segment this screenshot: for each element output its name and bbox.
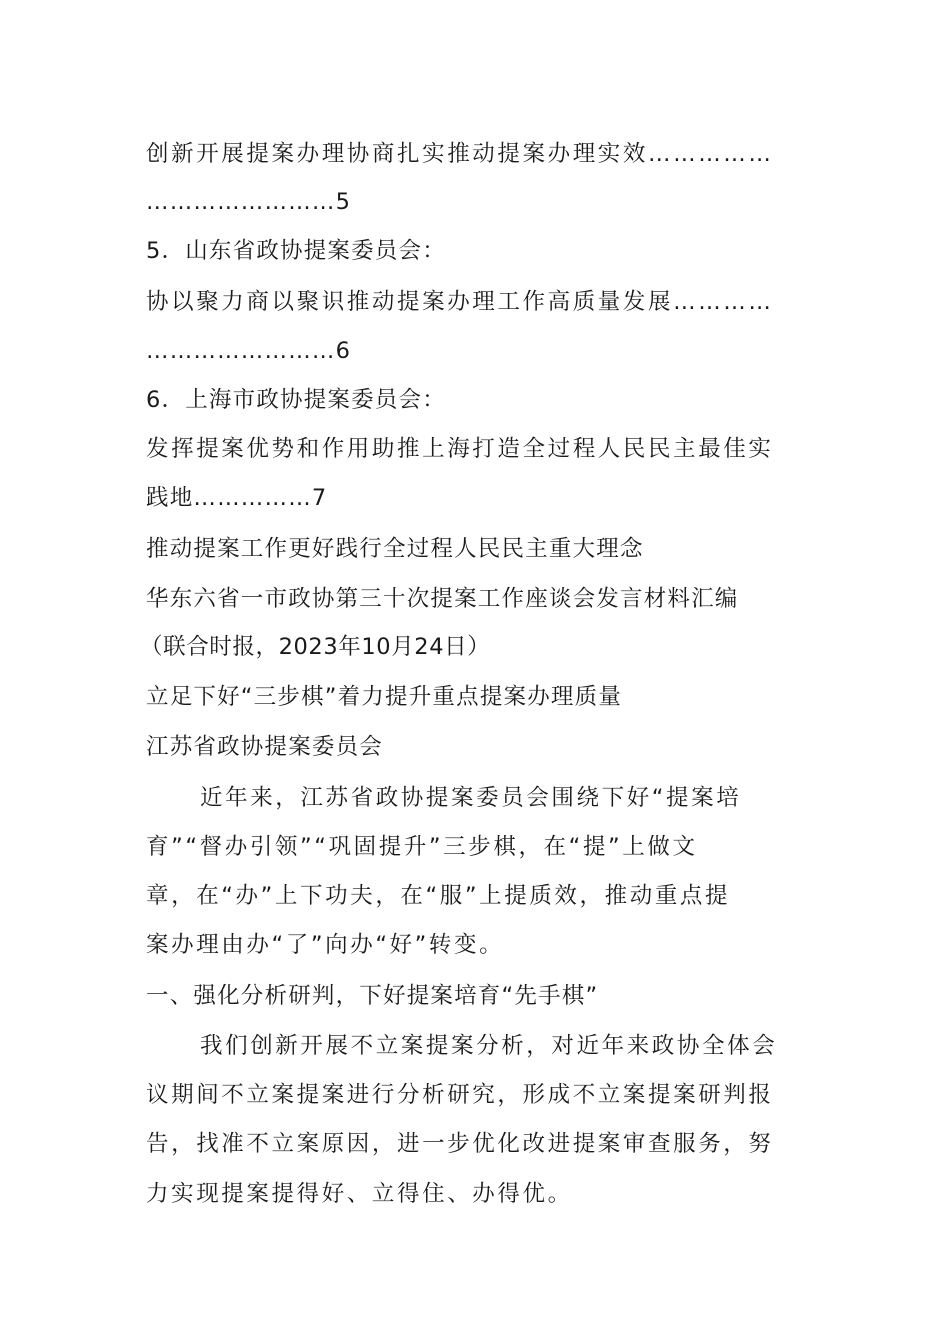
- toc-entry-6-page: 践地……………7: [146, 485, 328, 511]
- toc-entry-5-heading: 5．山东省政协提案委员会：: [146, 238, 446, 264]
- heading-1: 一、强化分析研判，下好提案培育“先手棋”: [146, 983, 599, 1009]
- article-title: 推动提案工作更好践行全过程人民民主重大理念: [146, 536, 644, 562]
- paragraph-1-line-3: 章，在“办”上下功夫，在“服”上提质效，推动重点提: [146, 883, 731, 909]
- article-subtitle: 华东六省一市政协第三十次提案工作座谈会发言材料汇编: [146, 586, 739, 612]
- article-source: （联合时报，2023年10月24日）: [140, 634, 491, 660]
- toc-entry-4-title: 创新开展提案办理协商扎实推动提案办理实效……………: [146, 141, 774, 167]
- paragraph-1-line-2: 育”“督办引领”“巩固提升”三步棋，在“提”上做文: [146, 834, 698, 860]
- section-title: 立足下好“三步棋”着力提升重点提案办理质量: [146, 684, 623, 710]
- toc-entry-6-heading: 6．上海市政协提案委员会：: [146, 387, 446, 413]
- paragraph-2-line-4: 力实现提案提得好、立得住、办得优。: [146, 1181, 573, 1207]
- paragraph-2-line-3: 告，找准不立案原因，进一步优化改进提案审查服务，努: [146, 1131, 774, 1157]
- toc-entry-4-page: ……………………5: [146, 189, 352, 215]
- paragraph-1-line-1: 近年来，江苏省政协提案委员会围绕下好“提案培: [200, 785, 742, 811]
- paragraph-2-line-2: 议期间不立案提案进行分析研究，形成不立案提案研判报: [146, 1082, 774, 1108]
- toc-entry-5-page: ……………………6: [146, 338, 352, 364]
- section-author: 江苏省政协提案委员会: [146, 734, 384, 760]
- paragraph-1-line-4: 案办理由办“了”向办“好”转变。: [146, 932, 505, 958]
- paragraph-2-line-1: 我们创新开展不立案提案分析，对近年来政协全体会: [200, 1033, 778, 1059]
- toc-entry-5-title: 协以聚力商以聚识推动提案办理工作高质量发展…………: [146, 289, 774, 315]
- toc-entry-6-title: 发挥提案优势和作用助推上海打造全过程人民民主最佳实: [146, 436, 774, 462]
